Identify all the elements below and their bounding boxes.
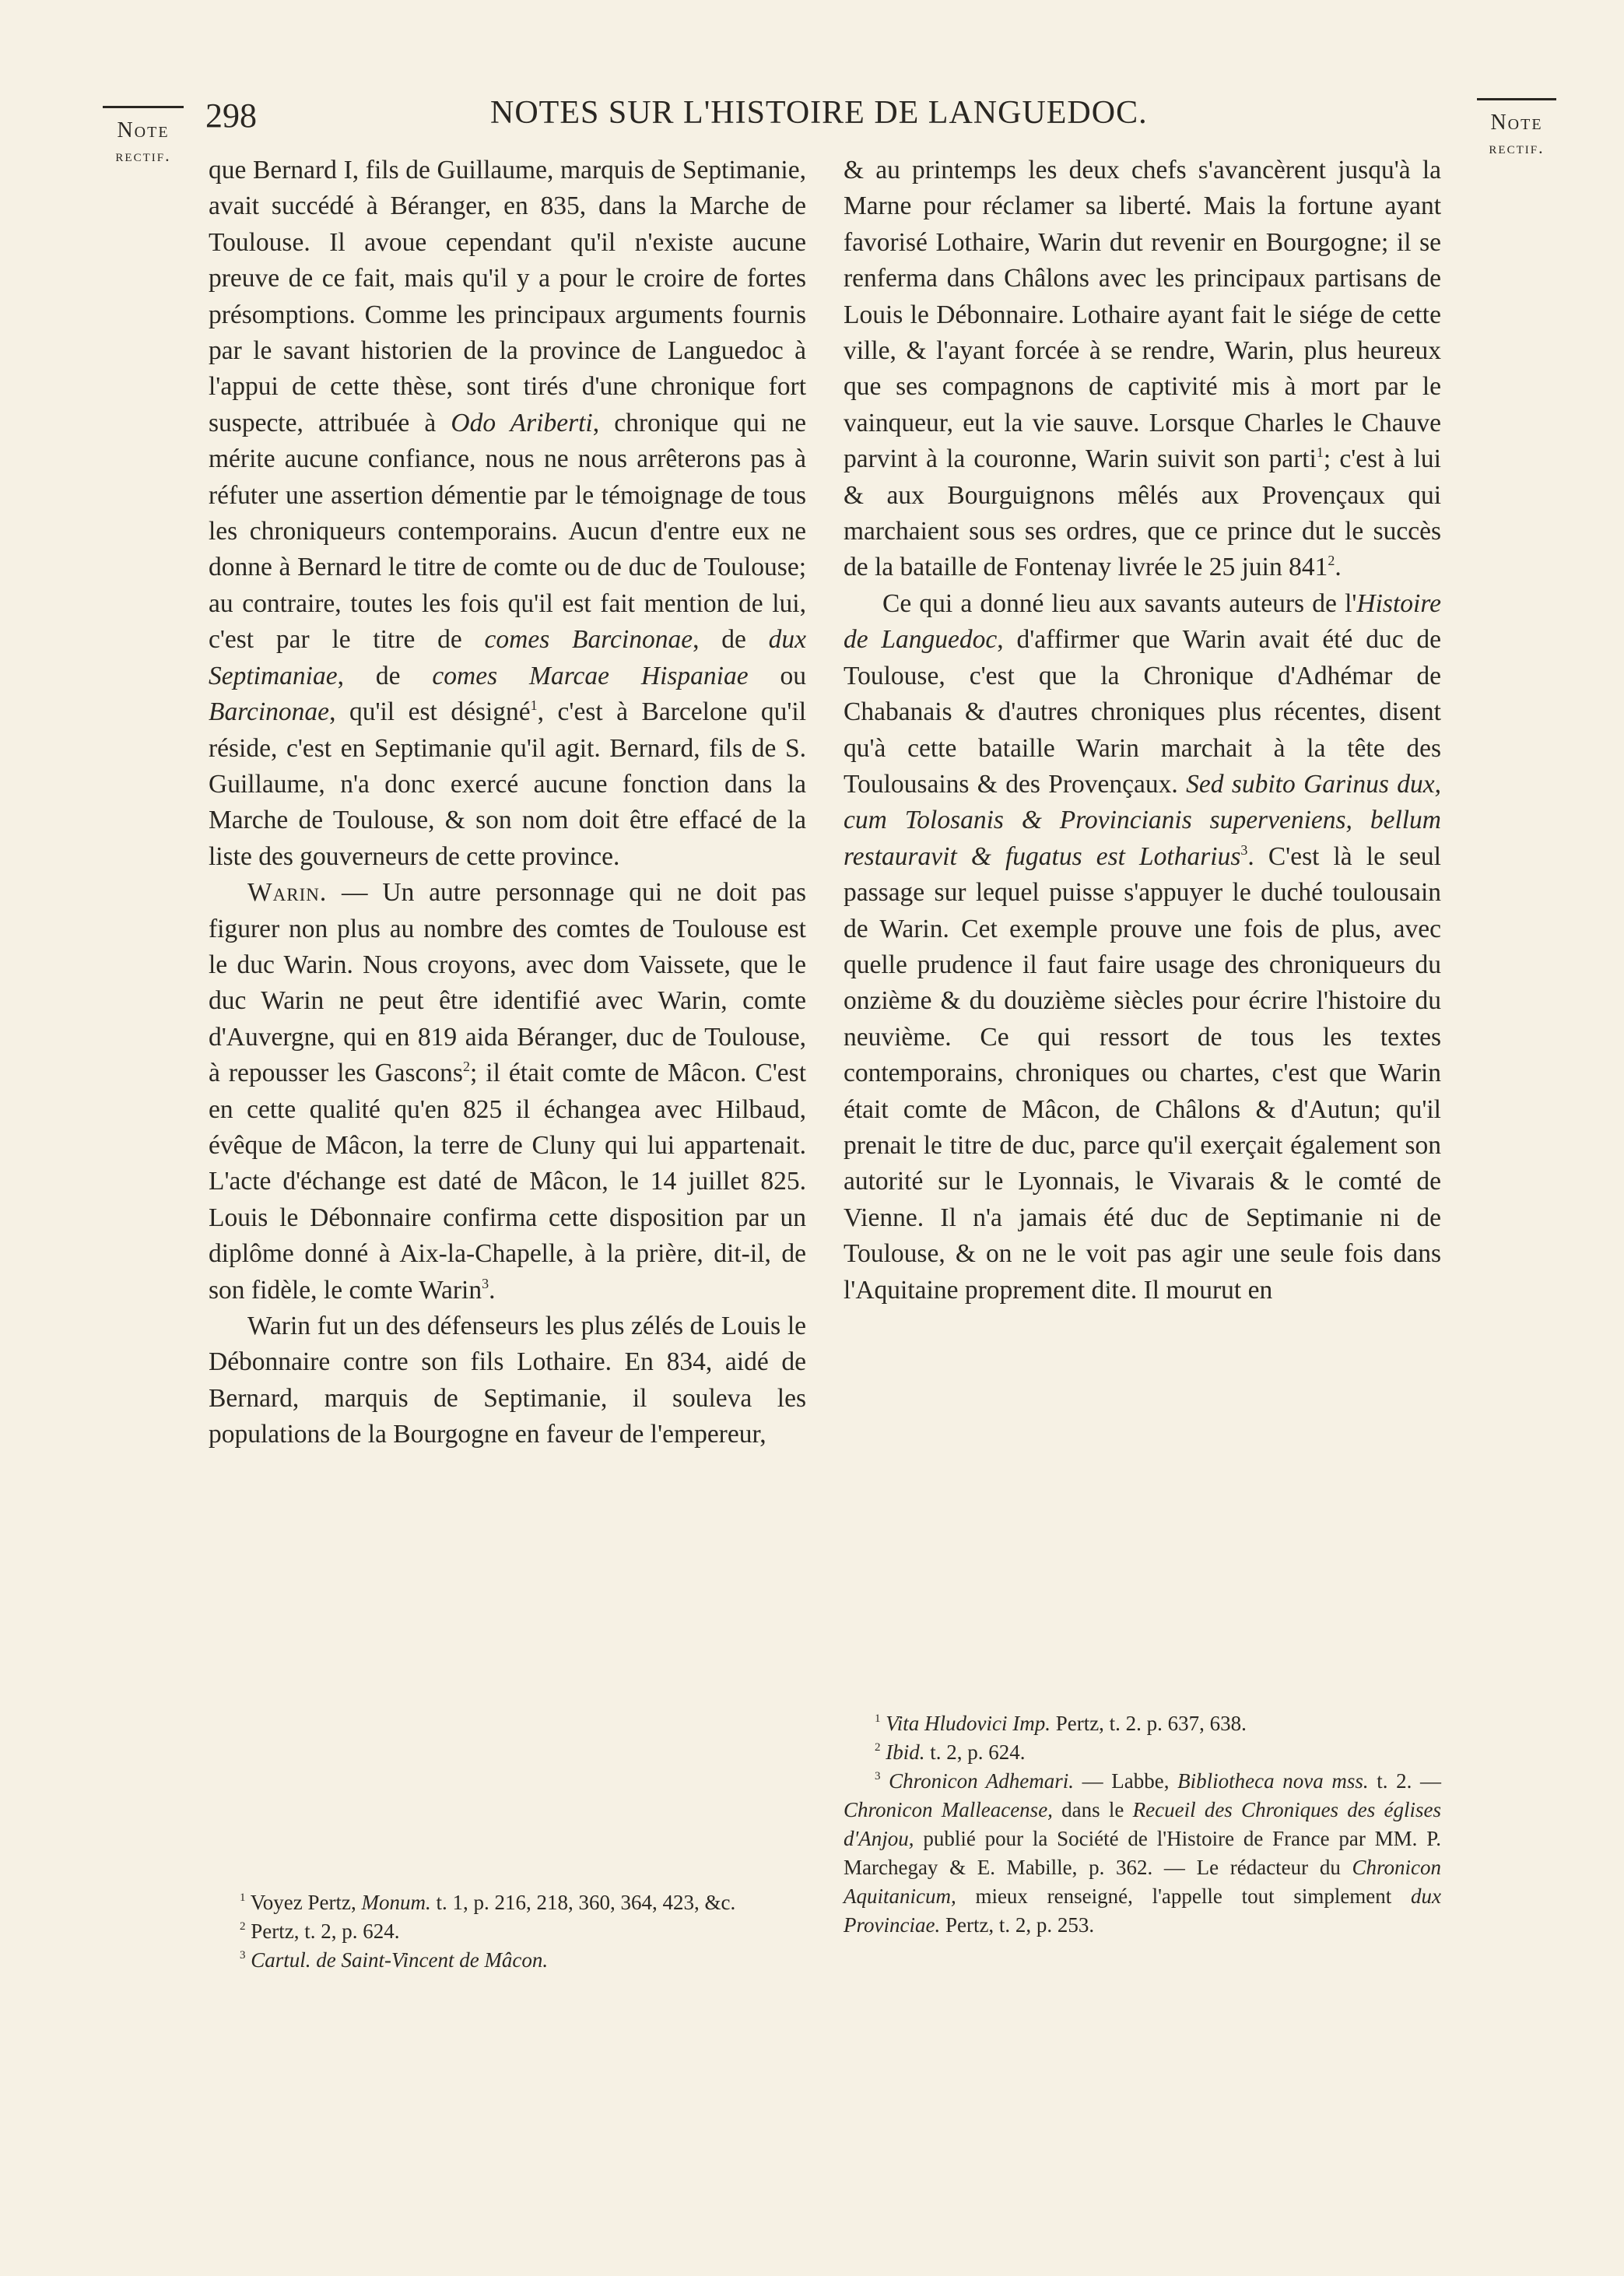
text-span: publié pour la Société de l'Histoire de France par MM. P. Marchegay & E. Mabille, p. 362. — Le rédacteur du (844, 1827, 1441, 1879)
margin-rule (103, 106, 184, 108)
margin-note-word: Note (1490, 111, 1543, 135)
footnote-ref: 3 (482, 1275, 489, 1291)
footnote-ref: 2 (1328, 553, 1335, 569)
text-span: , chronique qui ne mérite aucune confiance, nous ne nous arrêterons pas à réfuter une assertion démentie par le témoignage de tous les chroniqueurs contemporains. Aucun d'entre eux ne donne à Bernard le titre de comte ou de duc de Toulouse; au contraire, toutes les fois qu'il est fait mention de lui, c'est par le titre de (209, 408, 806, 655)
text-span: Voyez Pertz, (245, 1891, 362, 1914)
margin-rule (1477, 98, 1556, 100)
footnotes-left (209, 1888, 806, 1975)
italic-span: Ibid. (886, 1740, 925, 1764)
italic-span: Bibliotheca nova mss. (1177, 1769, 1369, 1793)
margin-note-left (103, 106, 184, 167)
paragraph-bernard (209, 153, 806, 875)
italic-span: Chronicon Adhemari. (889, 1769, 1075, 1793)
text-span (881, 1769, 889, 1793)
footnote-ref: 1 (530, 697, 538, 714)
footnote-ref: 2 (462, 1059, 470, 1075)
paragraph-chronique (844, 586, 1441, 1308)
text-span: t. 1, p. 216, 218, 360, 364, 423, &c. (430, 1891, 736, 1914)
footnote-ref: 1 (1316, 444, 1324, 461)
italic-span: Recueil des Chroniques des églises d'Anjou, (844, 1798, 1442, 1850)
text-span: . (1335, 553, 1342, 582)
italic-span: Histoire de Languedoc (844, 588, 1441, 655)
italic-span: comes Marcae Hispaniae (432, 661, 749, 690)
left-column (209, 153, 806, 1453)
text-span: , c'est à Barcelone qu'il réside, c'est en Septimanie qu'il agit. Bernard, fils de S. Guillaume, n'a donc exercé aucune fonction dans la Marche de Toulouse, & son nom doit être effacé de la liste des gouverneurs de cette province. (209, 697, 807, 871)
italic-span: Chronicon Aquitanicum, (844, 1856, 1441, 1908)
footnotes-right (844, 1709, 1441, 1940)
text-span: mieux renseigné, l'appelle tout simplement (956, 1884, 1412, 1908)
text-span: Pertz, t. 2. p. 637, 638. (1050, 1712, 1247, 1735)
text-span: dans le (1052, 1798, 1133, 1821)
text-span: — Labbe, (1074, 1769, 1178, 1793)
footnote-number: 1 (240, 1891, 246, 1904)
italic-span: Monum. (361, 1891, 431, 1914)
page-number: 298 (205, 97, 257, 135)
footnote (209, 1946, 806, 1975)
text-span: ; c'est à lui & aux Bourguignons mêlés aux Provençaux qui marchaient sous ses ordres, que ce prince dut le succès de la bataille de Fontenay livrée le 25 juin 841 (844, 444, 1441, 582)
footnote-number: 2 (240, 1920, 246, 1933)
text-span: & au printemps les deux chefs s'avancèrent jusqu'à la Marne pour réclamer sa liberté. Mais la fortune ayant favorisé Lothaire, Warin dut revenir en Bourgogne; il se renferma dans Châlons avec les principaux partisans de Louis le Débonnaire. Lothaire ayant fait le siége de cette ville, & l'ayant forcée à se rendre, Warin, plus heureux que ses compagnons de captivité mis à mort par le vainqueur, eut la vie sauve. Lorsque Charles le Chauve parvint à la couronne, Warin suivit son parti (844, 156, 1441, 474)
footnote (844, 1738, 1441, 1767)
footnote (209, 1888, 806, 1917)
text-span: , qu'il est désigné (329, 697, 531, 727)
text-span: . C'est là le seul passage sur lequel puisse s'appuyer le duché toulousain de Warin. Cet exemple prouve une fois de plus, avec quelle prudence il faut faire usage des chroniqueurs du onzième & du douzième siècles pour écrire l'histoire du neuvième. Ce qui ressort de tous les textes contemporains, chroniques ou chartes, c'est que Warin était comte de Mâcon, de Châlons & d'Autun; qu'il prenait le titre de duc, parce qu'il exerçait également son autorité sur le Lyonnais, le Vivarais & le comté de Vienne. Il n'a jamais été duc de Septimanie ni de Toulouse, & on ne le voit pas agir une seule fois dans l'Aquitaine proprement dite. Il mourut en (844, 841, 1441, 1305)
text-span: . (489, 1275, 496, 1305)
footnote (844, 1767, 1441, 1940)
paragraph-printemps (844, 153, 1441, 586)
footnote (844, 1709, 1441, 1738)
margin-note-word: rectif. (1489, 138, 1545, 157)
footnote-number: 2 (875, 1741, 881, 1754)
italic-span: dux Provinciae. (844, 1884, 1441, 1937)
italic-span: Chronicon Malleacense, (844, 1798, 1053, 1821)
text-span: , de (693, 625, 769, 655)
italic-span: comes Barcinonae (484, 625, 693, 655)
italic-span: dux Septimaniae (209, 625, 806, 690)
text-span: t. 2. — (1368, 1769, 1442, 1793)
margin-note-right (1477, 98, 1556, 160)
footnote-number: 3 (240, 1949, 246, 1962)
text-span: ou (748, 661, 807, 690)
text-span: que Bernard I, fils de Guillaume, marquis de Septimanie, avait succédé à Béranger, en 835, dans la Marche de Toulouse. Il avoue cependant qu'il n'existe aucune preuve de ce fait, mais qu'il y a pour le croire de fortes présomptions. Comme les principaux arguments fournis par le savant historien de la province de Languedoc à l'appui de cette thèse, sont tirés d'une chronique fort suspecte, attribuée à (209, 156, 806, 437)
text-span: Pertz, t. 2, p. 624. (245, 1919, 400, 1943)
italic-span: Odo Ariberti (451, 408, 593, 437)
text-span: , de (337, 661, 433, 690)
paragraph-warin-intro (209, 875, 806, 1308)
italic-span: Vita Hludovici Imp. (886, 1712, 1051, 1735)
footnote-number: 3 (875, 1770, 881, 1783)
text-span: Pertz, t. 2, p. 253. (940, 1913, 1095, 1937)
text-span: t. 2, p. 624. (924, 1740, 1026, 1764)
footnote-number: 1 (875, 1712, 881, 1725)
running-title: NOTES SUR L'HISTOIRE DE LANGUEDOC. (490, 95, 1148, 131)
text-span: Ce qui a donné lieu aux savants auteurs de l' (882, 588, 1357, 618)
footnote-ref: 3 (1240, 841, 1248, 858)
right-column (844, 153, 1441, 1308)
text-span: — Un autre personnage qui ne doit pas figurer non plus au nombre des comtes de Toulouse est le duc Warin. Nous croyons, avec dom Vaissete, que le duc Warin ne peut être identifié avec Warin, comte d'Auvergne, qui en 819 aida Béranger, duc de Toulouse, à repousser les Gascons (209, 878, 806, 1088)
margin-note-word: Note (117, 118, 170, 142)
margin-note-word: rectif. (115, 146, 171, 165)
text-span: , d'affirmer que Warin avait été duc de Toulouse, c'est que la Chronique d'Adhémar de Chabanais & d'autres chroniques plus récentes, disent qu'à cette bataille Warin marchait à la tête des Toulousains & des Provençaux. (844, 625, 1441, 799)
footnote (209, 1917, 806, 1946)
paragraph-warin-defender: Warin fut un des défenseurs les plus zélés de Louis le Débonnaire contre son fils Lothaire. En 834, aidé de Bernard, marquis de Septimanie, il souleva les populations de la Bourgogne en faveur de l'empereur, (209, 1312, 806, 1449)
italic-span: Cartul. de Saint-Vincent de Mâcon. (251, 1948, 549, 1972)
italic-span: Barcinonae (209, 697, 330, 727)
latin-quote: Sed subito Garinus dux, cum Tolosanis & Provincianis superveniens, bellum restauravit & fugatus est Lotharius (844, 769, 1441, 871)
section-name: Warin. (247, 878, 328, 908)
text-span: ; il était comte de Mâcon. C'est en cette qualité qu'en 825 il échangea avec Hilbaud, évêque de Mâcon, la terre de Cluny qui lui appartenait. L'acte d'échange est daté de Mâcon, le 14 juillet 825. Louis le Débonnaire confirma cette disposition par un diplôme donné à Aix-la-Chapelle, à la prière, dit-il, de son fidèle, le comte Warin (209, 1059, 807, 1305)
